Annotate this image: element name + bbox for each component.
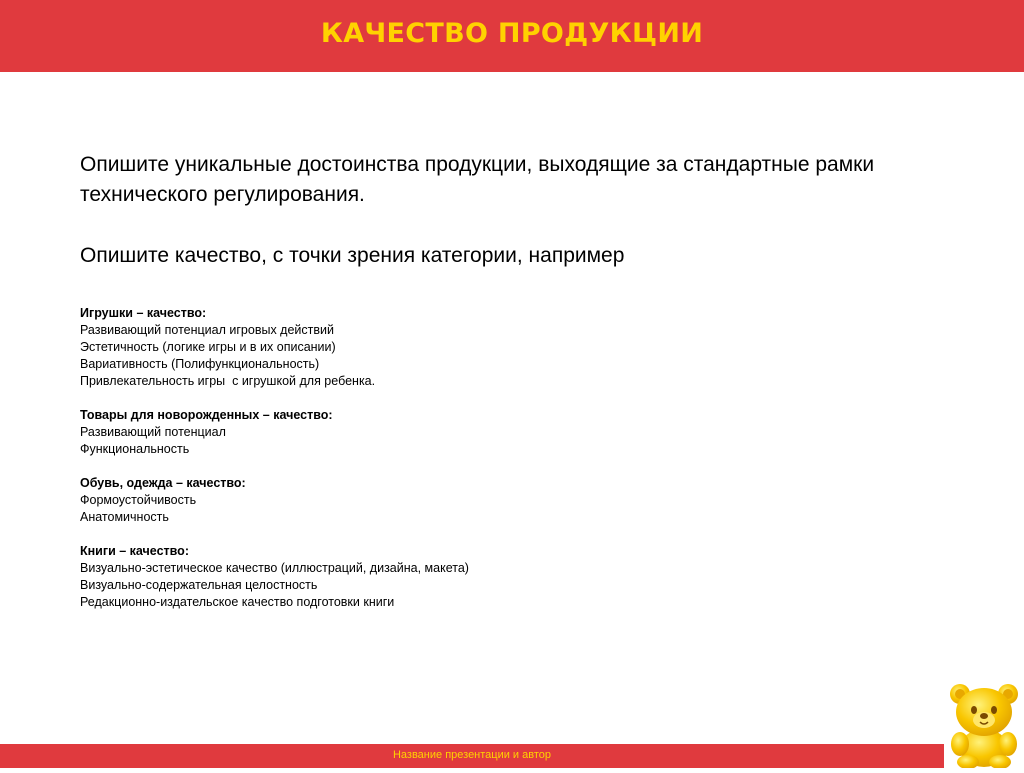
footer-text: Название презентации и автор [392, 749, 552, 761]
group-title: Игрушки – качество: [80, 306, 207, 320]
category-group-books [80, 543, 990, 611]
list-item: Формоустойчивость [80, 493, 197, 507]
group-title: Книги – качество: [80, 544, 189, 558]
list-item: Визуально-содержательная целостность [80, 578, 318, 592]
intro-example-paragraph: Опишите качество, с точки зрения категории, например [80, 244, 625, 267]
list-item: Привлекательность игры с игрушкой для ребенка. [80, 374, 376, 388]
list-item: Вариативность (Полифункциональность) [80, 357, 320, 371]
list-item: Визуально-эстетическое качество (иллюстраций, дизайна, макета) [80, 561, 469, 575]
teddy-bear-icon [944, 682, 1024, 768]
list-item: Развивающий потенциал игровых действий [80, 323, 334, 337]
intro-paragraph: Опишите уникальные достоинства продукции, выходящие за стандартные рамки технического регулирования. [80, 153, 875, 206]
list-item: Редакционно-издательское качество подготовки книги [80, 595, 395, 609]
list-item: Анатомичность [80, 510, 169, 524]
slide-title: КАЧЕСТВО ПРОДУКЦИИ [320, 18, 704, 49]
header-bar [0, 0, 1024, 72]
category-group-newborn [80, 407, 990, 458]
footer-bar [0, 744, 944, 768]
category-groups [80, 305, 990, 611]
list-item: Развивающий потенциал [80, 425, 226, 439]
list-item: Функциональность [80, 442, 190, 456]
category-group-toys [80, 305, 990, 390]
group-title: Товары для новорожденных – качество: [80, 408, 333, 422]
group-title: Обувь, одежда – качество: [80, 476, 246, 490]
list-item: Эстетичность (логике игры и в их описании) [80, 340, 336, 354]
slide-content [80, 150, 990, 628]
category-group-clothing [80, 475, 990, 526]
